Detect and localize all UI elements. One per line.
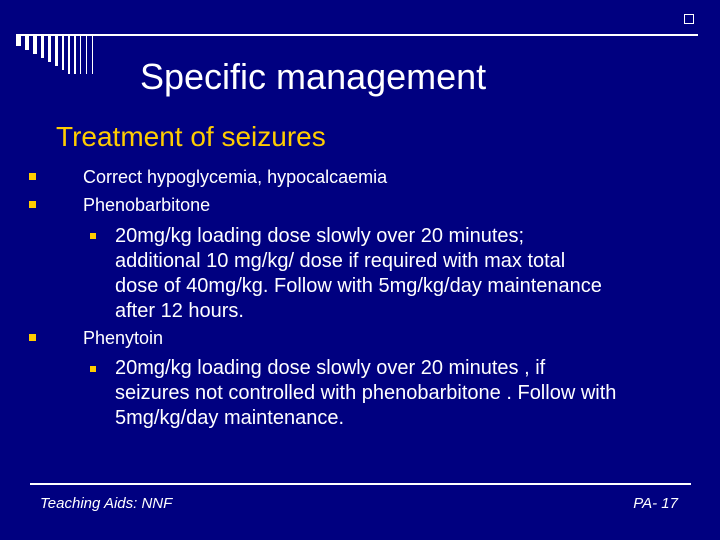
bullet-correct-hypoglycemia: Correct hypoglycemia, hypocalcaemia xyxy=(83,167,388,187)
slide-title: Specific management xyxy=(140,56,487,97)
corner-square-decoration xyxy=(684,14,694,24)
phenobarbitone-detail-line-4: after 12 hours. xyxy=(115,300,244,322)
page-number: PA- 17 xyxy=(633,495,678,512)
phenytoin-detail-line-2: seizures not controlled with phenobarbitone . Follow with xyxy=(115,382,617,404)
sub-bullet-square-icon xyxy=(90,366,96,372)
phenytoin-detail-line-3: 5mg/kg/day maintenance. xyxy=(115,407,345,429)
phenytoin-detail-line-1: 20mg/kg loading dose slowly over 20 minutes , if xyxy=(115,357,546,379)
phenobarbitone-detail-line-2: additional 10 mg/kg/ dose if required with max total xyxy=(115,250,566,272)
bullet-square-icon xyxy=(29,173,36,180)
phenobarbitone-detail-line-1: 20mg/kg loading dose slowly over 20 minutes; xyxy=(115,225,525,247)
footer-divider xyxy=(30,483,691,485)
bullet-square-icon xyxy=(29,334,36,341)
footer-source: Teaching Aids: NNF xyxy=(40,495,173,512)
vertical-bars-decoration xyxy=(16,34,120,74)
slide-subtitle: Treatment of seizures xyxy=(56,121,326,152)
bullet-square-icon xyxy=(29,201,36,208)
phenobarbitone-detail-line-3: dose of 40mg/kg. Follow with 5mg/kg/day maintenance xyxy=(115,275,602,297)
bullet-phenobarbitone: Phenobarbitone xyxy=(83,195,211,215)
bullet-phenytoin: Phenytoin xyxy=(83,328,164,348)
sub-bullet-square-icon xyxy=(90,233,96,239)
